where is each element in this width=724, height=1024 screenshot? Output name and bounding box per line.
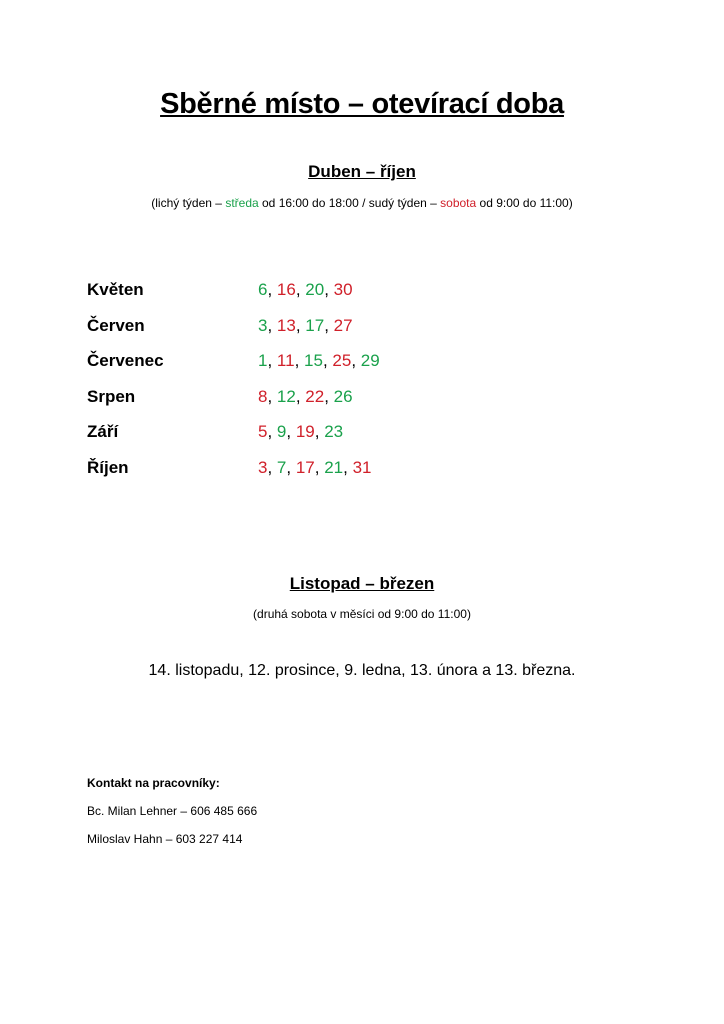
contact-person: Bc. Milan Lehner – 606 485 666 — [87, 804, 258, 818]
collection-day: 15 — [304, 351, 323, 370]
summer-note-part-3: od 9:00 do 11:00) — [476, 196, 573, 210]
collection-day: 26 — [333, 387, 353, 406]
month-days — [258, 316, 353, 336]
collection-day: 30 — [333, 280, 353, 299]
day-separator: , — [267, 387, 277, 406]
day-separator: , — [267, 280, 277, 299]
winter-heading: Listopad – březen — [289, 574, 435, 593]
collection-day: 21 — [324, 458, 344, 477]
even-week-day: sobota — [440, 196, 477, 210]
summer-heading: Duben – říjen — [308, 162, 416, 181]
month-name: Říjen — [87, 458, 129, 477]
month-days — [258, 422, 343, 442]
collection-day: 25 — [332, 351, 352, 370]
collection-day: 9 — [276, 422, 287, 441]
collection-day: 1 — [258, 351, 268, 370]
month-name: Září — [87, 422, 119, 441]
collection-day: 16 — [276, 280, 296, 299]
summer-note-part-2: od 16:00 do 18:00 / sudý týden – — [258, 196, 441, 210]
month-days — [258, 280, 353, 300]
day-separator: , — [324, 280, 334, 299]
odd-week-day: středa — [225, 196, 259, 210]
collection-day: 3 — [258, 316, 268, 335]
day-separator: , — [286, 458, 296, 477]
day-separator: , — [294, 351, 305, 370]
month-name: Srpen — [87, 387, 136, 406]
day-separator: , — [267, 316, 277, 335]
collection-day: 29 — [360, 351, 380, 370]
collection-day: 22 — [305, 387, 325, 406]
contact-person: Miloslav Hahn – 603 227 414 — [87, 832, 243, 846]
day-separator: , — [324, 387, 334, 406]
winter-note: (druhá sobota v měsíci od 9:00 do 11:00) — [253, 607, 471, 621]
collection-day: 12 — [276, 387, 296, 406]
collection-day: 6 — [258, 280, 268, 299]
month-days — [258, 351, 380, 371]
contact-heading: Kontakt na pracovníky: — [87, 776, 220, 790]
day-separator: , — [295, 280, 306, 299]
winter-dates: 14. listopadu, 12. prosince, 9. ledna, 13. února a 13. března. — [148, 662, 576, 679]
collection-day: 3 — [258, 458, 268, 477]
collection-day: 5 — [258, 422, 268, 441]
collection-day: 7 — [276, 458, 287, 477]
page-title: Sběrné místo – otevírací doba — [160, 88, 564, 120]
day-separator: , — [295, 316, 306, 335]
month-name: Květen — [87, 280, 144, 299]
collection-day: 17 — [295, 458, 315, 477]
month-name: Červen — [87, 316, 145, 335]
day-separator: , — [324, 316, 334, 335]
month-name: Červenec — [87, 351, 164, 370]
collection-day: 31 — [352, 458, 372, 477]
summer-note — [0, 196, 724, 210]
collection-day: 27 — [333, 316, 353, 335]
day-separator: , — [314, 422, 325, 441]
collection-day: 20 — [305, 280, 325, 299]
day-separator: , — [343, 458, 353, 477]
day-separator: , — [286, 422, 296, 441]
day-separator: , — [267, 422, 277, 441]
month-days — [258, 387, 353, 407]
collection-day: 11 — [276, 351, 295, 370]
day-separator: , — [322, 351, 333, 370]
day-separator: , — [267, 458, 277, 477]
collection-day: 23 — [324, 422, 344, 441]
month-days — [258, 458, 372, 478]
day-separator: , — [314, 458, 325, 477]
day-separator: , — [351, 351, 361, 370]
summer-note-part-1: (lichý týden – — [151, 196, 226, 210]
collection-day: 13 — [276, 316, 296, 335]
day-separator: , — [267, 351, 277, 370]
collection-day: 19 — [295, 422, 315, 441]
collection-day: 8 — [258, 387, 268, 406]
collection-day: 17 — [305, 316, 325, 335]
day-separator: , — [295, 387, 306, 406]
